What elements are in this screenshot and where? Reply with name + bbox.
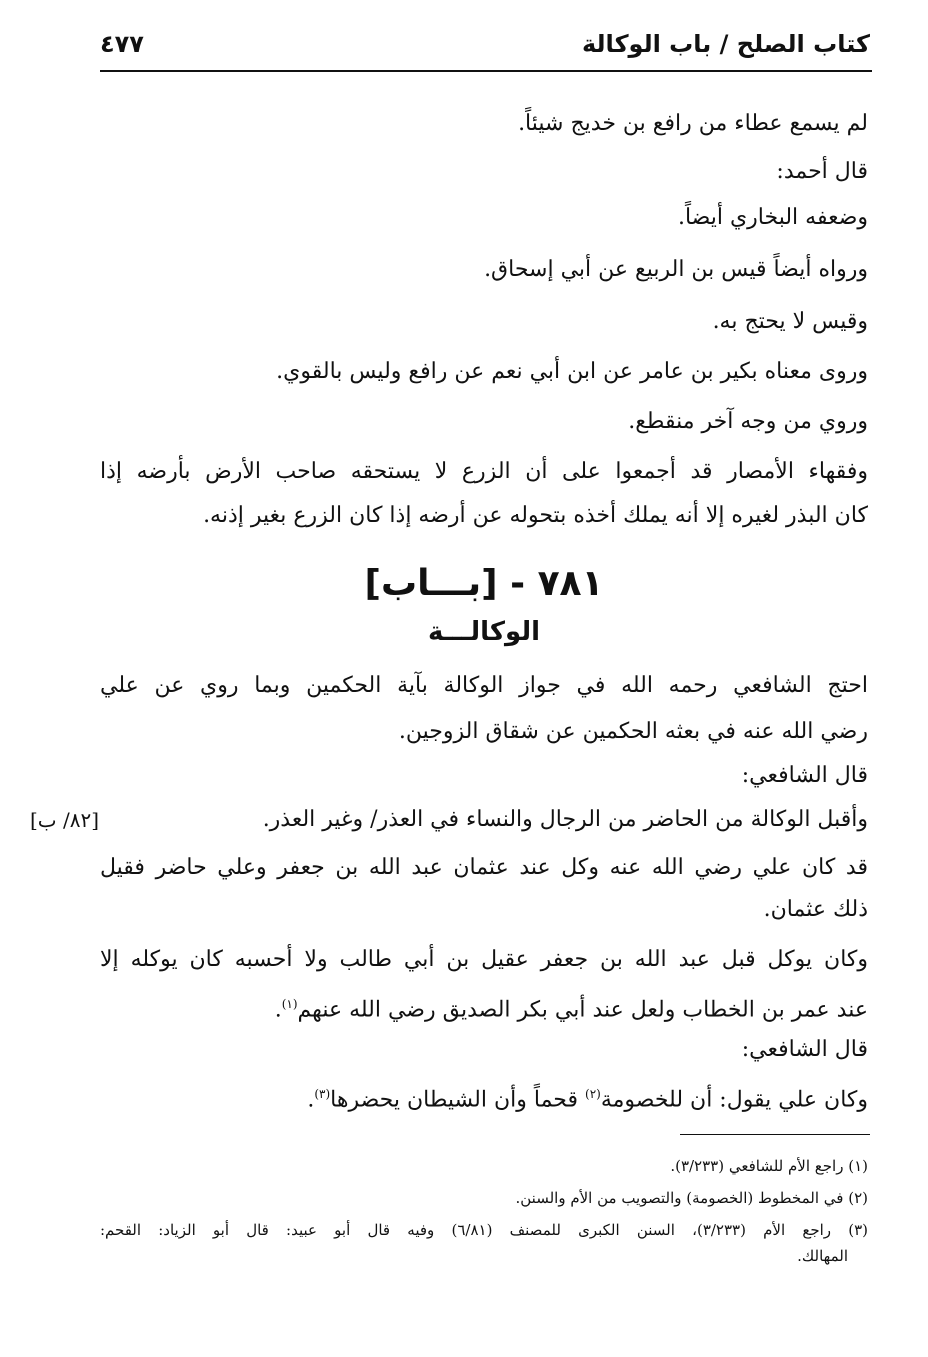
- text-line: وأقبل الوكالة من الحاضر من الرجال والنساء في العذر/ وغير العذر.: [262, 807, 868, 832]
- text-line: وروى معناه بكير بن عامر عن ابن أبي نعم عن رافع وليس بالقوي.: [276, 359, 868, 384]
- running-header: [100, 26, 870, 66]
- footnote-rule: [680, 1134, 870, 1135]
- text-line: قال أحمد:: [776, 159, 868, 184]
- manuscript-folio-note: [٨٢/ ب]: [30, 808, 100, 832]
- chapter-subtitle: الوكالـــة: [427, 617, 541, 647]
- footnote-continuation: المهالك.: [797, 1247, 848, 1265]
- text-line: ذلك عثمان.: [763, 897, 868, 922]
- footnote-ref: (١): [281, 997, 298, 1011]
- text-line: قال الشافعي:: [741, 763, 868, 788]
- header-rule: [100, 70, 872, 72]
- footnote: (٢) في المخطوط (الخصومة) والتصويب من الأم والسنن.: [515, 1189, 868, 1207]
- text-segment: قحماً وأن الشيطان يحضرها: [330, 1087, 578, 1113]
- text-line: وكان يوكل قبل عبد الله بن جعفر عقيل بن أبي طالب ولا أحسبه كان يوكله إلا: [100, 947, 868, 972]
- footnote: (٣) راجع الأم (٣/٢٣٣)، السنن الكبرى للمصنف (٦/٨١) وفيه قال أبو عبيد: قال أبو الزياد: القحم:: [100, 1221, 868, 1239]
- footnote: (١) راجع الأم للشافعي (٣/٢٣٣).: [670, 1157, 868, 1175]
- text-line: وضعفه البخاري أيضاً.: [677, 205, 868, 230]
- text-line: لم يسمع عطاء من رافع بن خديج شيئاً.: [518, 111, 868, 136]
- text-line: كان البذر لغيره إلا أنه يملك أخذه بتحوله عن أرضه إذا كان الزرع بغير إذنه.: [203, 503, 868, 528]
- text-segment: وكان علي يقول: أن للخصومة: [600, 1087, 868, 1113]
- header-title: كتاب الصلح / باب الوكالة: [581, 30, 870, 58]
- text-line: رضي الله عنه في بعثه الحكمين عن شقاق الزوجين.: [398, 719, 868, 744]
- page-number: ٤٧٧: [100, 30, 144, 58]
- text-line: قد كان علي رضي الله عنه وكل عند عثمان عبد الله بن جعفر وعلي حاضر فقيل: [100, 855, 868, 880]
- text-segment: عند عمر بن الخطاب ولعل عند أبي بكر الصديق رضي الله عنهم: [297, 997, 868, 1023]
- text-line: وفقهاء الأمصار قد أجمعوا على أن الزرع لا يستحقه صاحب الأرض بأرضه إذا: [100, 459, 868, 484]
- text-line: احتج الشافعي رحمه الله في جواز الوكالة بآية الحكمين وبما روي عن علي: [100, 673, 868, 698]
- footnote-ref: (٢): [585, 1087, 601, 1101]
- text-line: وقيس لا يحتج به.: [712, 309, 868, 334]
- text-line: عند عمر بن الخطاب ولعل عند أبي بكر الصديق رضي الله عنهم$^{(١)}$.: [274, 997, 868, 1023]
- text-line: وكان علي يقول: أن للخصومة$^{(٢)}$ قحماً وأن الشيطان يحضرها$^{(٣)}$.: [307, 1087, 868, 1113]
- text-line: قال الشافعي:: [741, 1037, 868, 1062]
- text-line: وروي من وجه آخر منقطع.: [628, 409, 868, 434]
- footnote-ref: (٣): [314, 1087, 331, 1101]
- chapter-heading: ٧٨١ - [بـــاب]: [364, 563, 604, 604]
- text-line: ورواه أيضاً قيس بن الربيع عن أبي إسحاق.: [484, 257, 868, 282]
